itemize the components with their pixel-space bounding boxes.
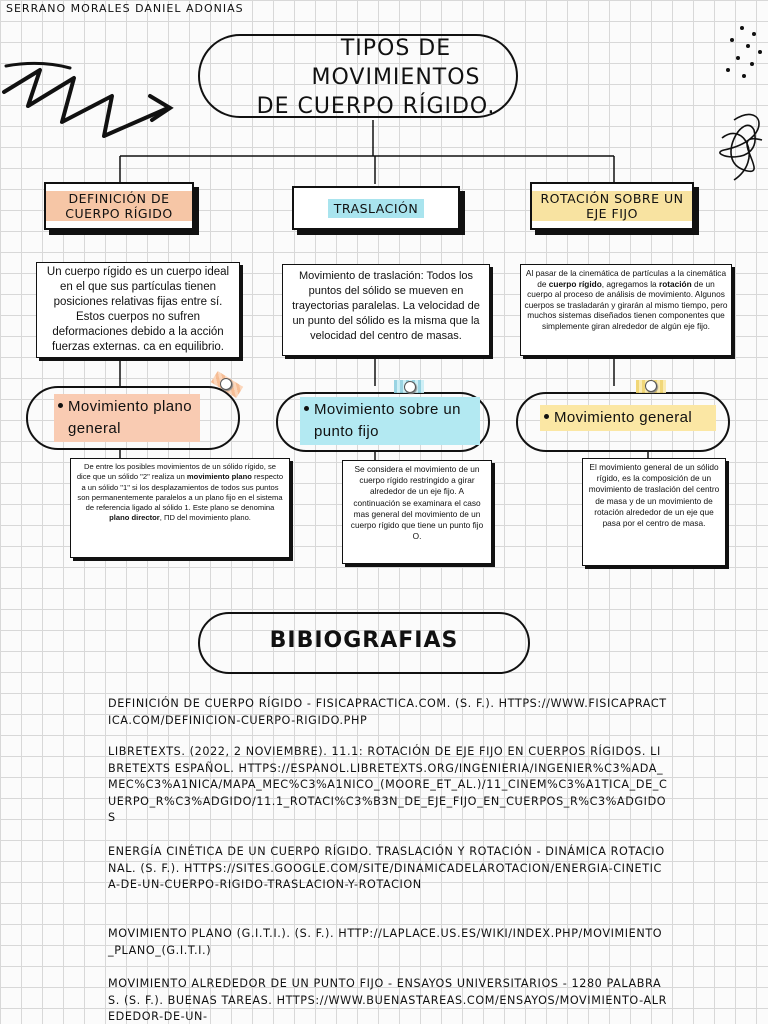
sub-label-punto-fijo: Movimiento sobre un punto fijo [300,397,480,445]
heading-rotacion-label: ROTACIÓN SOBRE UN EJE FIJO [532,191,692,221]
heading-traslacion-label: TRASLACIÓN [328,199,425,218]
pin-plano-general [220,378,232,390]
rotacion-body-text-1: Al pasar de la cinemática de partículas a la cinemática de [525,268,727,289]
heading-rotacion [530,182,694,230]
desc-plano-text-1: De entre los posibles movimientos de un sólido rígido, se dice que un sólido "2" realiza un [76,462,277,482]
title-line-3: DE CUERPO RÍGIDO. [256,94,496,119]
reference-3: ENERGÍA CINÉTICA DE UN CUERPO RÍGIDO. TRASLACIÓN Y ROTACIÓN - DINÁMICA ROTACIONAL. (S. F.). HTTPS://SITES.GOOGLE.COM/SITE/DINAMICADELAROTACION/ENERGIA-CINETICA-DE-UN-CUERPO-RIGIDO-TRASLACION-Y-ROTACION [108,845,665,891]
heading-definicion [44,182,194,230]
title-line-2: MOVIMIENTOS [311,65,481,90]
sub-label-movimiento-general-wrap [540,405,716,431]
heading-traslacion [292,186,460,230]
desc-movimiento-general: El movimiento general de un sólido rígido, es la composición de un movimiento de traslación del centro de masa y de un movimiento de rotación alrededor de un eje que pasa por el centro de masa. [582,458,726,566]
rotacion-body-text-2: , agregamos la [601,278,659,289]
sub-label-plano-general: Movimiento plano general [54,394,200,442]
desc-plano-text-2: respecto a un sólido "1" si los desplazamientos de todos sus puntos son permanentemente paralelos a un plano fijo en el sistema de referencia ligado al sólido 1. Este plano se denomina [77,472,284,513]
desc-plano-bold-1: movimiento plano [186,472,252,482]
desc-plano-general [70,458,290,558]
sub-label-punto-fijo-wrap [300,397,480,445]
sub-label-movimiento-general: Movimiento general [540,405,716,431]
reference-5: MOVIMIENTO ALREDEDOR DE UN PUNTO FIJO - ENSAYOS UNIVERSITARIOS - 1280 PALABRAS. (S. F.). BUENAS TAREAS. HTTPS://WWW.BUENASTAREAS.COM/ENSAYOS/MOVIMIENTO-ALREDEDOR-DE-UN- [108,977,667,1023]
heading-definicion-label: DEFINICIÓN DE CUERPO RÍGIDO [46,191,192,221]
rotacion-body [520,264,732,356]
traslacion-body: Movimiento de traslación: Todos los puntos del sólido se mueven en trayectorias paralelas. La velocidad de un punto del sólido es la misma que la velocidad del centro de masas. [282,264,490,356]
bibliography-title: BIBIOGRAFIAS [269,628,459,653]
title-line-1: TIPOS DE [340,36,452,61]
reference-1: DEFINICIÓN DE CUERPO RÍGIDO - FISICAPRACTICA.COM. (S. F.). HTTPS://WWW.FISICAPRACTICA.COM/DEFINICION-CUERPO-RIGIDO.PHP [108,697,667,727]
reference-2: LIBRETEXTS. (2022, 2 NOVIEMBRE). 11.1: ROTACIÓN DE EJE FIJO EN CUERPOS RÍGIDOS. LIBRETEXTS ESPAÑOL. HTTPS://ESPANOL.LIBRETEXTS.ORG/INGENIERIA/INGENIER%C3%ADA_MEC%C3%A1NICA/MAPA_MEC%C3%A1NICO_(MOORE_ET_AL.)/11_CINEM%C3%A1TICA_DE_CUERPO_R%C3%ADGIDO/11.1_ROTACI%C3%B3N_DE_EJE_FIJO_EN_CUERPOS_R%C3%ADGIDOS [108,745,668,824]
pin-punto-fijo [404,381,416,393]
definicion-body: Un cuerpo rígido es un cuerpo ideal en el que sus partículas tienen posiciones relativas fijas entre sí. Estos cuerpos no sufren deformaciones debido a la acción fuerzas externas. ca en equilibrio. [36,262,240,358]
author-name: SERRANO MORALES DANIEL ADONIAS [6,2,244,15]
sub-label-plano-general-wrap [54,394,200,442]
rotacion-body-bold-2: rotación [658,278,692,289]
page-title [236,34,556,121]
rotacion-body-text-3: de un cuerpo al proceso de análisis de movimiento. Algunos cuerpos se trasladarán y girarán al mismo tiempo, pero muchos sistemas diseñados tienen componentes que simplemente giran alrededor de algún eje fijo. [524,278,728,331]
desc-plano-text-3: , ΠD del movimiento plano. [159,513,251,523]
reference-4: MOVIMIENTO PLANO (G.I.T.I.). (S. F.). HTTP://LAPLACE.US.ES/WIKI/INDEX.PHP/MOVIMIENTO_PLANO_(G.I.T.I.) [108,927,663,957]
desc-plano-bold-2: plano director [109,513,160,523]
desc-punto-fijo: Se considera el movimiento de un cuerpo rígido restringido a girar alrededor de un eje fijo. A continuación se examinara el caso mas general del movimiento de un cuerpo rígido que tiene un punto fijo O. [342,460,492,564]
pin-movimiento-general [645,380,657,392]
rotacion-body-bold-1: cuerpo rígido [548,278,602,289]
